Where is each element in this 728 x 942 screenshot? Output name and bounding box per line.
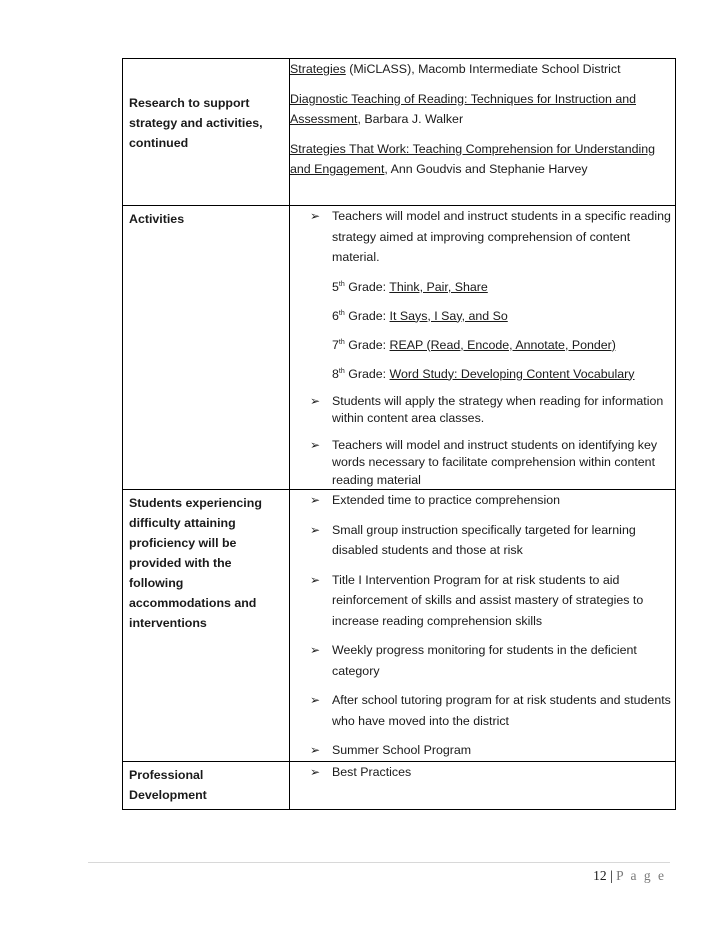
list-item: ➢ Summer School Program (310, 740, 675, 761)
list-item: ➢ Small group instruction specifically targeted for learning disabled students and those at risk (310, 520, 675, 561)
page-word: P a g e (616, 868, 666, 883)
source-detail: , Barbara J. Walker (357, 112, 464, 126)
activities-label-cell (123, 206, 290, 490)
source-detail: (MiCLASS), Macomb Intermediate School District (345, 62, 621, 76)
grade-strategy: 7th Grade: REAP (Read, Encode, Annotate, Ponder) (332, 337, 616, 352)
list-item: ➢ Title I Intervention Program for at risk students to aid reinforcement of skills and assist mastery of strategies to increase reading comprehension skills (310, 570, 675, 632)
accommodations-list (290, 490, 675, 761)
professional-label-cell (123, 761, 290, 809)
list-item: ➢ Weekly progress monitoring for students in the deficient category (310, 640, 675, 681)
source-item (290, 139, 675, 180)
list-item: ➢ Teachers will model and instruct students on identifying key words necessary to facilitate comprehension within content reading material (310, 437, 658, 487)
activities-list-continued (290, 393, 675, 490)
professional-list (290, 762, 675, 783)
page-footer (593, 868, 666, 884)
professional-row (123, 761, 676, 809)
accommodations-label-cell (123, 490, 290, 762)
accommodations-label: Students experiencing difficulty attaining proficiency will be provided with the following accommodations and interventions (129, 496, 262, 630)
professional-content-cell (290, 761, 676, 809)
strategy-name: Think, Pair, Share (389, 279, 488, 294)
research-row (123, 59, 676, 206)
arrow-bullet-icon: ➢ (310, 209, 321, 223)
document-table (122, 58, 676, 810)
source-title: Strategies That Work: Teaching Comprehension for Understanding and Engagement (290, 141, 656, 176)
footer-divider (88, 862, 670, 863)
strategy-name: REAP (Read, Encode, Annotate, Ponder) (389, 337, 616, 352)
arrow-bullet-icon: ➢ (310, 764, 321, 779)
research-label: Research to support strategy and activities, continued (129, 96, 263, 150)
list-item: ➢ After school tutoring program for at risk students and students who have moved into the district (310, 690, 675, 731)
grade-strategy: 5th Grade: Think, Pair, Share (332, 279, 488, 294)
arrow-bullet-icon: ➢ (310, 522, 321, 537)
grade-strategy: 8th Grade: Word Study: Developing Content Vocabulary (332, 366, 635, 381)
accommodations-row (123, 490, 676, 762)
professional-label: Professional Development (129, 767, 207, 802)
list-item: ➢ Teachers will model and instruct students in a specific reading strategy aimed at improving comprehension of content material. (310, 206, 675, 268)
strategy-name: It Says, I Say, and So (389, 308, 508, 323)
source-detail: , Ann Goudvis and Stephanie Harvey (384, 162, 588, 176)
arrow-bullet-icon: ➢ (310, 437, 321, 452)
arrow-bullet-icon: ➢ (310, 393, 321, 408)
source-item (290, 89, 675, 130)
list-item: ➢ Best Practices (310, 762, 675, 783)
page-number: 12 (593, 868, 607, 883)
activities-row (123, 206, 676, 490)
arrow-bullet-icon: ➢ (310, 572, 321, 587)
list-item: ➢ Extended time to practice comprehension (310, 490, 675, 511)
list-item: ➢ Students will apply the strategy when reading for information within content area classes. (310, 393, 664, 425)
source-title: Diagnostic Teaching of Reading: Techniques for Instruction and Assessment (290, 91, 637, 126)
footer-separator: | (610, 868, 613, 883)
arrow-bullet-icon: ➢ (310, 493, 321, 507)
arrow-bullet-icon: ➢ (310, 743, 321, 757)
strategy-name: Word Study: Developing Content Vocabulary (389, 366, 635, 381)
research-content-cell (290, 59, 676, 206)
activities-label: Activities (129, 212, 185, 226)
arrow-bullet-icon: ➢ (310, 693, 321, 707)
research-label-cell (123, 59, 290, 206)
activities-list (290, 206, 675, 268)
accommodations-content-cell (290, 490, 676, 762)
source-title: Strategies (290, 62, 346, 76)
activities-content-cell (290, 206, 676, 490)
source-item (290, 59, 675, 80)
grade-strategy: 6th Grade: It Says, I Say, and So (332, 308, 508, 323)
arrow-bullet-icon: ➢ (310, 643, 321, 657)
